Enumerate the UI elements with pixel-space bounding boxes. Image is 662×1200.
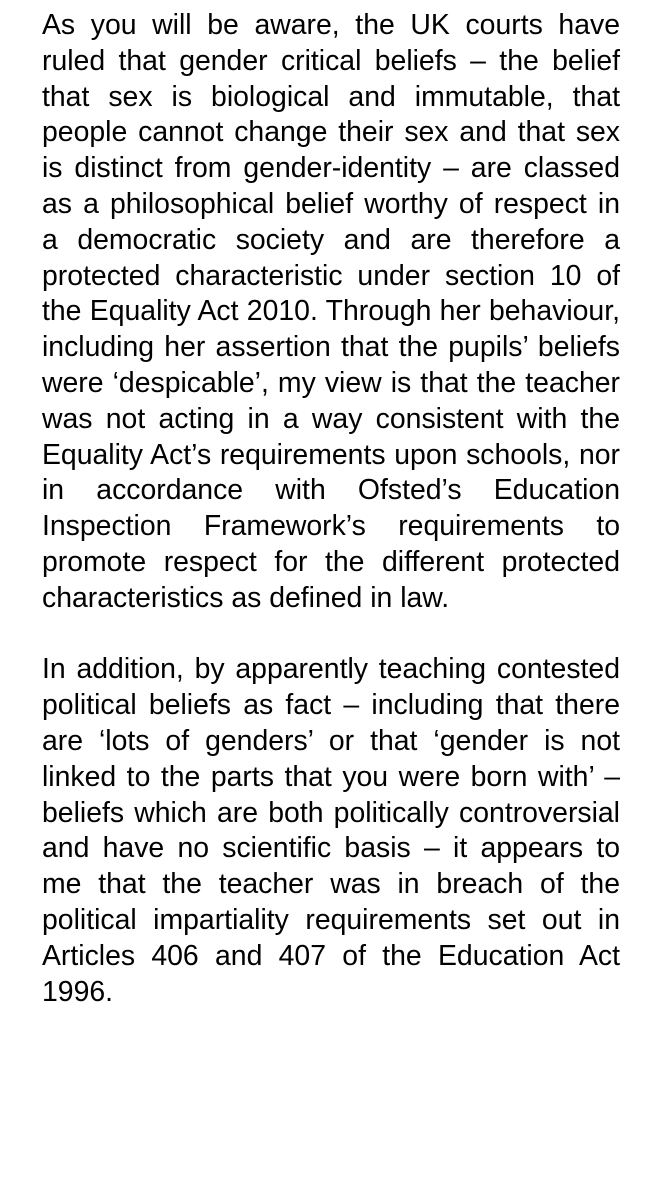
document-body [42,8,620,1010]
paragraph-political-impartiality: In addition, by apparently teaching contested political beliefs as fact – including that there are ‘lots of genders’ or that ‘gender is not linked to the parts that you were born with’ – beliefs which are both politically controversial and have no scientific basis – it appears to me that the teacher was in breach of the political impartiality requirements set out in Articles 406 and 407 of the Education Act 1996. [42,653,620,1008]
paragraph-equality-act: As you will be aware, the UK courts have ruled that gender critical beliefs – the belief that sex is biological and immutable, that people cannot change their sex and that sex is distinct from gender-identity – are classed as a philosophical belief worthy of respect in a democratic society and are therefore a protected characteristic under section 10 of the Equality Act 2010. Through her behaviour, including her assertion that the pupils’ beliefs were ‘despicable’, my view is that the teacher was not acting in a way consistent with the Equality Act’s requirements upon schools, nor in accordance with Ofsted’s Education Inspection Framework’s requirements to promote respect for the different protected characteristics as defined in law. [42,9,620,614]
